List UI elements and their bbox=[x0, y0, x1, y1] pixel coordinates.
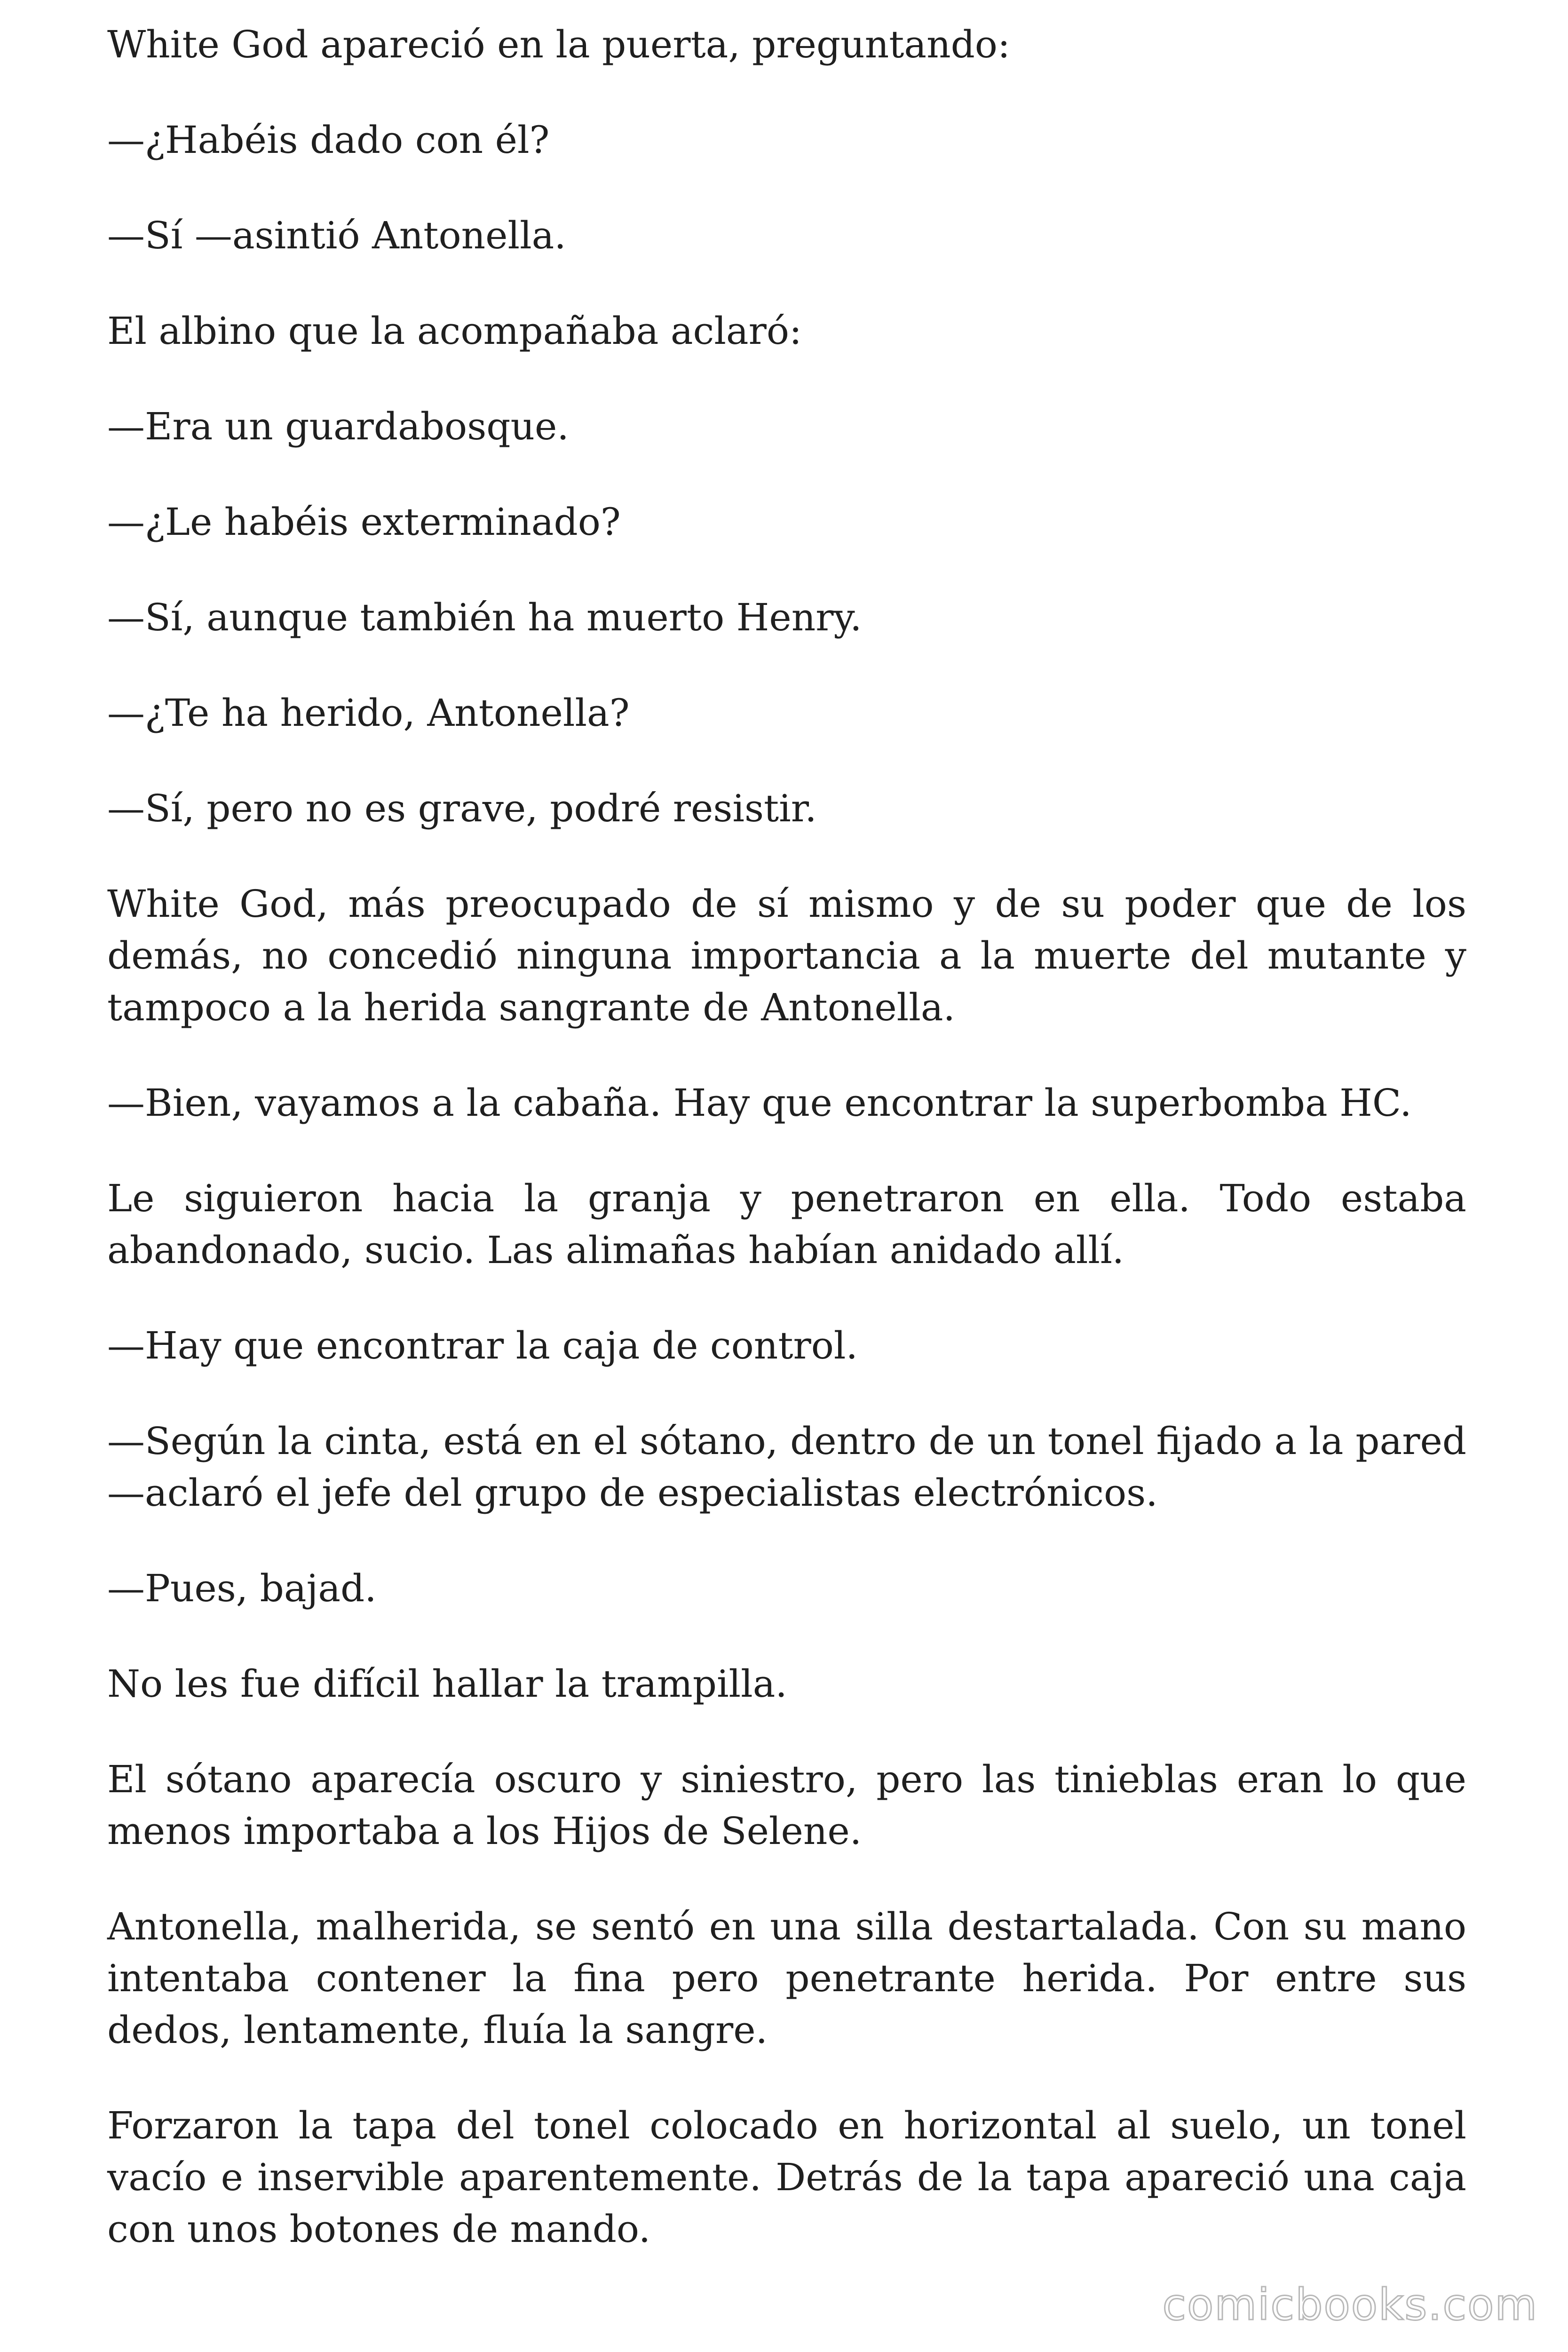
paragraph: —¿Habéis dado con él? bbox=[107, 118, 550, 162]
paragraph: Forzaron la tapa del tonel colocado en horizontal al suelo, un tonel vacío e inservible aparentemente. Detrás de la tapa apareció una caja con unos botones de mando. bbox=[107, 2104, 1466, 2251]
paragraph: —Sí —asintió Antonella. bbox=[107, 214, 566, 257]
paragraph: El albino que la acompañaba aclaró: bbox=[107, 309, 802, 353]
paragraph: —¿Le habéis exterminado? bbox=[107, 500, 621, 544]
paragraph: White God, más preocupado de sí mismo y de su poder que de los demás, no concedió ninguna importancia a la muerte del mutante y tampoco a la herida sangrante de Antonella. bbox=[107, 882, 1466, 1029]
paragraph: White God apareció en la puerta, preguntando: bbox=[107, 23, 1010, 66]
paragraph: —Sí, pero no es grave, podré resistir. bbox=[107, 787, 817, 830]
paragraph: —Hay que encontrar la caja de control. bbox=[107, 1324, 858, 1367]
paragraph: —Según la cinta, está en el sótano, dentro de un tonel fijado a la pared —aclaró el jefe del grupo de especialistas electrónicos. bbox=[107, 1419, 1466, 1515]
watermark-logo: comicbooks.com bbox=[1162, 2280, 1538, 2330]
paragraph: —Bien, vayamos a la cabaña. Hay que encontrar la superbomba HC. bbox=[107, 1081, 1412, 1125]
paragraph: —Era un guardabosque. bbox=[107, 405, 569, 448]
paragraph: —¿Te ha herido, Antonella? bbox=[107, 691, 630, 735]
paragraph: Le siguieron hacia la granja y penetraron en ella. Todo estaba abandonado, sucio. Las alimañas habían anidado allí. bbox=[107, 1176, 1466, 1272]
paragraph: —Sí, aunque también ha muerto Henry. bbox=[107, 596, 862, 639]
paragraph: Antonella, malherida, se sentó en una silla destartalada. Con su mano intentaba contener la fina pero penetrante herida. Por entre sus dedos, lentamente, fluía la sangre. bbox=[107, 1905, 1466, 2052]
paragraph: —Pues, bajad. bbox=[107, 1566, 377, 1610]
paragraph: El sótano aparecía oscuro y siniestro, pero las tinieblas eran lo que menos importaba a los Hijos de Selene. bbox=[107, 1757, 1466, 1853]
page-text bbox=[107, 19, 1466, 2255]
paragraph: No les fue difícil hallar la trampilla. bbox=[107, 1662, 787, 1706]
